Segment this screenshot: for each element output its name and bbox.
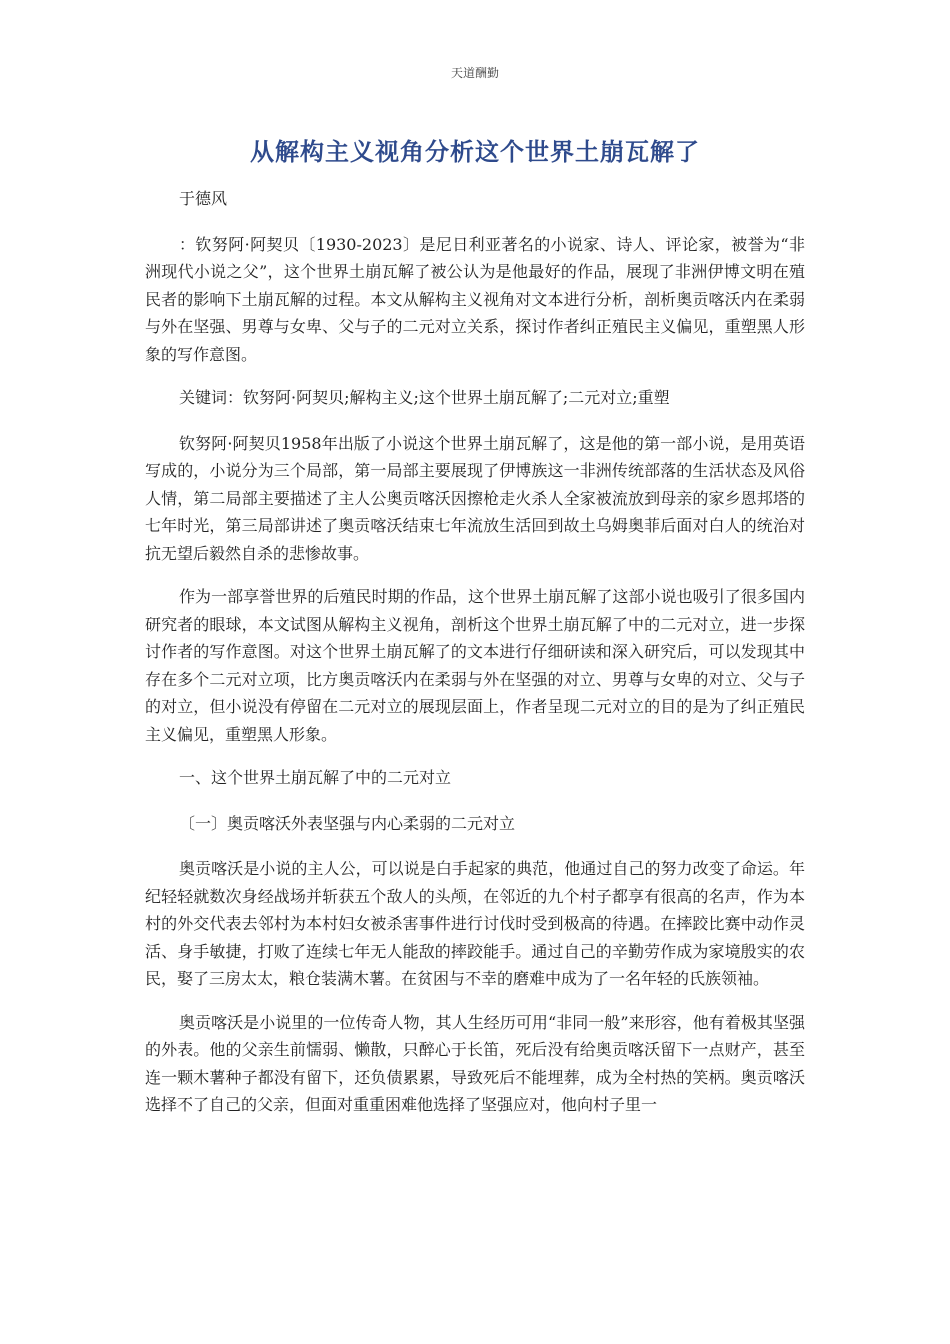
body-paragraph: 奥贡喀沃是小说里的一位传奇人物，其人生经历可用“非同一般”来形容，他有着极其坚强的外表。他的父亲生前懦弱、懒散，只醉心于长笛，死后没有给奥贡喀沃留下一点财产，甚至连一颗木薯种子都没有留下，还负债累累，导致死后不能埋葬，成为全村热的笑柄。奥贡喀沃选择不了自己的父亲，但面对重重困难他选择了坚强应对，他向村子里一 — [145, 1012, 805, 1114]
body-paragraph: 奥贡喀沃是小说的主人公，可以说是白手起家的典范，他通过自己的努力改变了命运。年纪轻轻就数次身经战场并斩获五个敌人的头颅，在邻近的九个村子都享有很高的名声，作为本村的外交代表去邻村为本村妇女被杀害事件进行讨伐时受到极高的待遇。在摔跤比赛中动作灵活、身手敏捷，打败了连续七年无人能敌的摔跤能手。通过自己的辛勤劳作成为家境殷实的农民，娶了三房太太，粮仓装满木薯。在贫困与不幸的磨难中成为了一名年轻的氏族领袖。 — [145, 859, 805, 988]
subsection-heading: 〔一〕奥贡喀沃外表坚强与内心柔弱的二元对立 — [179, 813, 516, 833]
body-paragraph: 作为一部享誉世界的后殖民时期的作品，这个世界土崩瓦解了这部小说也吸引了很多国内研究者的眼球，本文试图从解构主义视角，剖析这个世界土崩瓦解了中的二元对立，进一步探讨作者的写作意图。对这个世界土崩瓦解了的文本进行仔细研读和深入研究后，可以发现其中存在多个二元对立项，比方奥贡喀沃内在柔弱与外在坚强的对立、男尊与女卑的对立、父与子的对立，但小说没有停留在二元对立的展现层面上，作者呈现二元对立的目的是为了纠正殖民主义偏见，重塑黑人形象。 — [145, 587, 805, 744]
keywords-line: 关键词：钦努阿·阿契贝;解构主义;这个世界土崩瓦解了;二元对立;重塑 — [179, 388, 670, 407]
body-paragraph: 钦努阿·阿契贝1958年出版了小说这个世界土崩瓦解了，这是他的第一部小说，是用英语写成的，小说分为三个局部，第一局部主要展现了伊博族这一非洲传统部落的生活状态及风俗人情，第二局部主要描述了主人公奥贡喀沃因擦枪走火杀人全家被流放到母亲的家乡恩邦塔的七年时光，第三局部讲述了奥贡喀沃结束七年流放生活回到故土乌姆奥菲后面对白人的统治对抗无望后毅然自杀的悲惨故事。 — [145, 433, 805, 563]
abstract-paragraph: ：钦努阿·阿契贝〔1930-2023〕是尼日利亚著名的小说家、诗人、评论家，被誉为“非洲现代小说之父”，这个世界土崩瓦解了被公认为是他最好的作品，展现了非洲伊博文明在殖民者的影响下土崩瓦解的过程。本文从解构主义视角对文本进行分析，剖析奥贡喀沃内在柔弱与外在坚强、男尊与女卑、父与子的二元对立关系，探讨作者纠正殖民主义偏见，重塑黑人形象的写作意图。 — [145, 234, 805, 364]
document-title: 从解构主义视角分析这个世界土崩瓦解了 — [250, 138, 700, 166]
document-body — [145, 185, 805, 1135]
section-heading: 一、这个世界土崩瓦解了中的二元对立 — [179, 768, 452, 787]
author-name: 于德风 — [179, 189, 228, 208]
page-header: 天道酬勤 — [450, 66, 499, 80]
